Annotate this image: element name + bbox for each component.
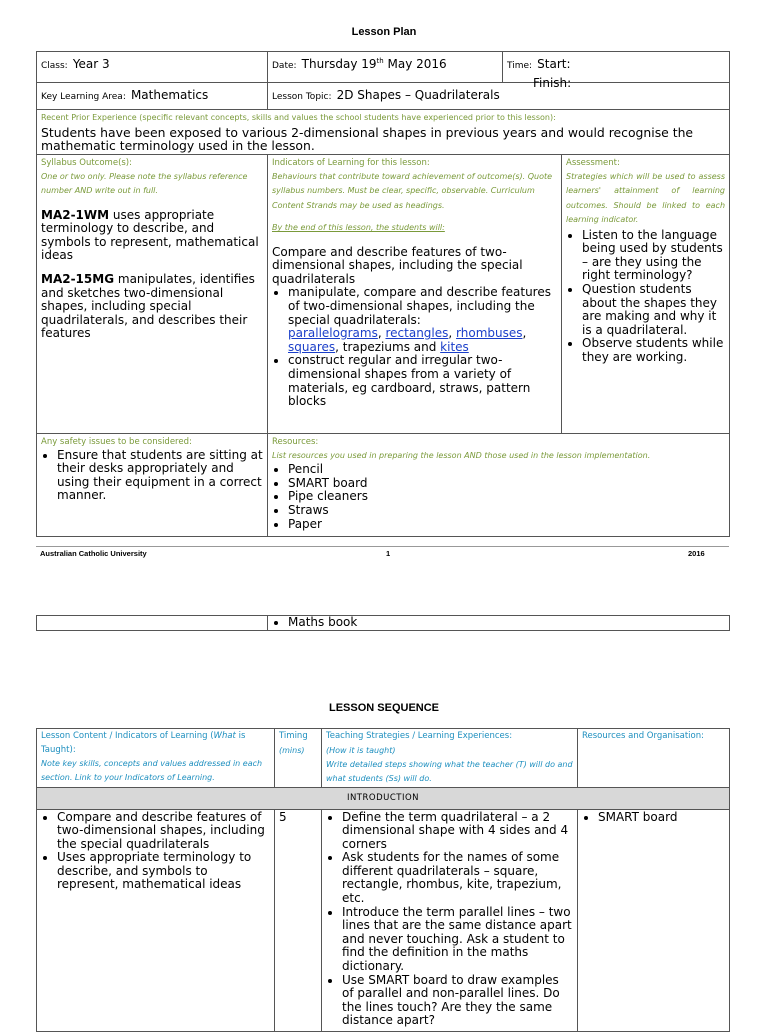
- assessment-cell: Assessment: Strategies which will be used to assess learners' attainment of learning outcomes. Should be linked to each learning indicator. • Listen to the language being used by students – are they using the right terminology? • Question students about the shapes they are making and why it is a quadrilateral. • Observe students while they are working.: [562, 155, 729, 433]
- list-item: • Pencil: [288, 463, 725, 477]
- list-item: • Maths book: [288, 616, 725, 629]
- indicators-list: [272, 286, 557, 408]
- content-cell: [37, 809, 275, 1031]
- link-kites[interactable]: kites: [440, 339, 469, 354]
- prior-experience-cell: [37, 110, 730, 155]
- safety-cell: Any safety issues to be considered: • Ensure that students are sitting at their desks appropriately and using their equipment in a correct manner.: [37, 433, 268, 536]
- outcome-1: MA2-1WM uses appropriate terminology to describe, and symbols to represent, mathematical ideas: [41, 207, 259, 263]
- section-introduction: INTRODUCTION: [37, 787, 730, 809]
- list-item: • Compare and describe features of two-dimensional shapes, including the special quadrilaterals: [57, 811, 270, 852]
- sequence-title: LESSON SEQUENCE: [328, 702, 440, 714]
- link-squares[interactable]: squares: [288, 339, 336, 354]
- list-item: • manipulate, compare and describe features of two-dimensional shapes, including the special quadrilaterals: parallelograms, rectangles, rhombuses, squares, trapeziums and kites: [288, 286, 557, 354]
- outcome-2: MA2-15MG manipulates, identifies and sketches two-dimensional shapes, including special quadrilaterals, and describes their features: [41, 272, 255, 341]
- footer-left: Australian Catholic University: [40, 549, 147, 558]
- col-timing-header: Timing (mins): [275, 729, 322, 788]
- kla-cell: Key Learning Area: Mathematics: [37, 83, 268, 110]
- resources-continued-table: [36, 615, 730, 631]
- list-item: • Pipe cleaners: [288, 490, 725, 504]
- list-item: • Uses appropriate terminology to describe, and symbols to represent, mathematical ideas: [57, 851, 270, 892]
- list-item: • Ask students for the names of some different quadrilaterals – square, rectangle, rhombus, kite, trapezium, etc.: [342, 851, 573, 905]
- kla-value: Mathematics: [130, 88, 209, 102]
- list-item: • Question students about the shapes they are making and why it is a quadrilateral.: [582, 283, 725, 337]
- lesson-sequence-table: [36, 728, 730, 1032]
- resources-list: [272, 463, 725, 531]
- footer-page: 1: [386, 549, 391, 558]
- time-finish: Finish:: [533, 76, 572, 90]
- resources-org-cell: [578, 809, 730, 1031]
- class-value: Year 3: [72, 57, 110, 71]
- resources-cell: Resources: List resources you used in preparing the lesson AND those used in the lesson implementation. • Pencil • SMART board • Pipe cleaners • Straws • Paper: [268, 433, 730, 536]
- list-item: • Observe students while they are working.: [582, 337, 725, 364]
- link-rectangles[interactable]: rectangles: [385, 326, 449, 341]
- col-strategies-header: Teaching Strategies / Learning Experiences: (How it is taught) Write detailed steps showing what the teacher (T) will do and what students (Ss) will do.: [322, 729, 578, 788]
- prior-text: Students have been exposed to various 2-dimensional shapes in previous years and would recognise the mathematic terminology used in the lesson.: [41, 124, 694, 154]
- col-resources-header: Resources and Organisation:: [578, 729, 730, 788]
- list-item: • construct regular and irregular two-dimensional shapes from a variety of materials, eg cardboard, straws, pattern blocks: [288, 354, 557, 408]
- assessment-list: [566, 229, 725, 365]
- class-cell: Class: Year 3: [37, 52, 268, 83]
- topic-cell: Lesson Topic: 2D Shapes – Quadrilaterals: [268, 83, 730, 110]
- list-item: • Listen to the language being used by students – are they using the right terminology?: [582, 229, 725, 283]
- list-item: • Straws: [288, 504, 725, 518]
- lesson-plan-table: [36, 51, 730, 537]
- date-value: Thursday 19th May 2016: [301, 57, 447, 71]
- prior-heading: Recent Prior Experience (specific relevant concepts, skills and values the school students have experienced prior to this lesson):: [41, 113, 556, 122]
- topic-value: 2D Shapes – Quadrilaterals: [336, 88, 500, 102]
- strategies-cell: [322, 809, 578, 1031]
- link-parallelograms[interactable]: parallelograms: [288, 326, 378, 341]
- list-item: • Use SMART board to draw examples of parallel and non-parallel lines. Do the lines touch? Are they the same distance apart?: [342, 974, 573, 1028]
- list-item: • Paper: [288, 518, 725, 532]
- col-content-header: Lesson Content / Indicators of Learning (What is Taught): Note key skills, concepts and values addressed in each section. Link to your Indicators of Learning.: [37, 729, 275, 788]
- date-time-cell: Date: Thursday 19th May 2016 Time: Start: Finish:: [268, 52, 730, 83]
- timing-cell: 5: [275, 809, 322, 1031]
- list-item: • Ensure that students are sitting at their desks appropriately and using their equipment in a correct manner.: [57, 449, 263, 503]
- time-start: Start:: [537, 57, 571, 71]
- list-item: • Introduce the term parallel lines – two lines that are the same distance apart and never touching. Ask a student to find the definition in the maths dictionary.: [342, 906, 573, 974]
- page-title: Lesson Plan: [351, 26, 417, 38]
- syllabus-cell: Syllabus Outcome(s): One or two only. Please note the syllabus reference number AND write out in full. MA2-1WM uses appropriate terminology to describe, and symbols to represent, mathematical ideas MA2-15MG manipulates, identifies and sketches two-dimensional shapes, including special quadrilaterals, and describes their features: [37, 154, 268, 433]
- indicators-intro: Compare and describe features of two-dimensional shapes, including the special quadrilaterals: [272, 244, 523, 286]
- footer-year: 2016: [688, 549, 705, 558]
- indicators-assessment-cell: [268, 154, 730, 433]
- list-item: • SMART board: [288, 477, 725, 491]
- list-item: • Define the term quadrilateral – a 2 dimensional shape with 4 sides and 4 corners: [342, 811, 573, 852]
- list-item: • SMART board: [598, 811, 725, 825]
- indicators-cell: Indicators of Learning for this lesson: Behaviours that contribute toward achievement of outcome(s). Quote syllabus numbers. Must be clear, specific, observable. Curriculum Content Strands may be used as headings. By the end of this lesson, the students will: Compare and describe features of two-dimensional shapes, including the special quadrilaterals • manipulate, compare and describe features of two-dimensional shapes, including the special quadrilaterals: parallelograms, rectangles, rhombuses, squares, trapeziums and kites • construct regular and irregular two-dimensional shapes from a variety of materials, eg cardboard, straws, pattern blocks: [268, 155, 562, 433]
- link-rhombuses[interactable]: rhombuses: [456, 326, 523, 341]
- footer-rule: [36, 546, 729, 547]
